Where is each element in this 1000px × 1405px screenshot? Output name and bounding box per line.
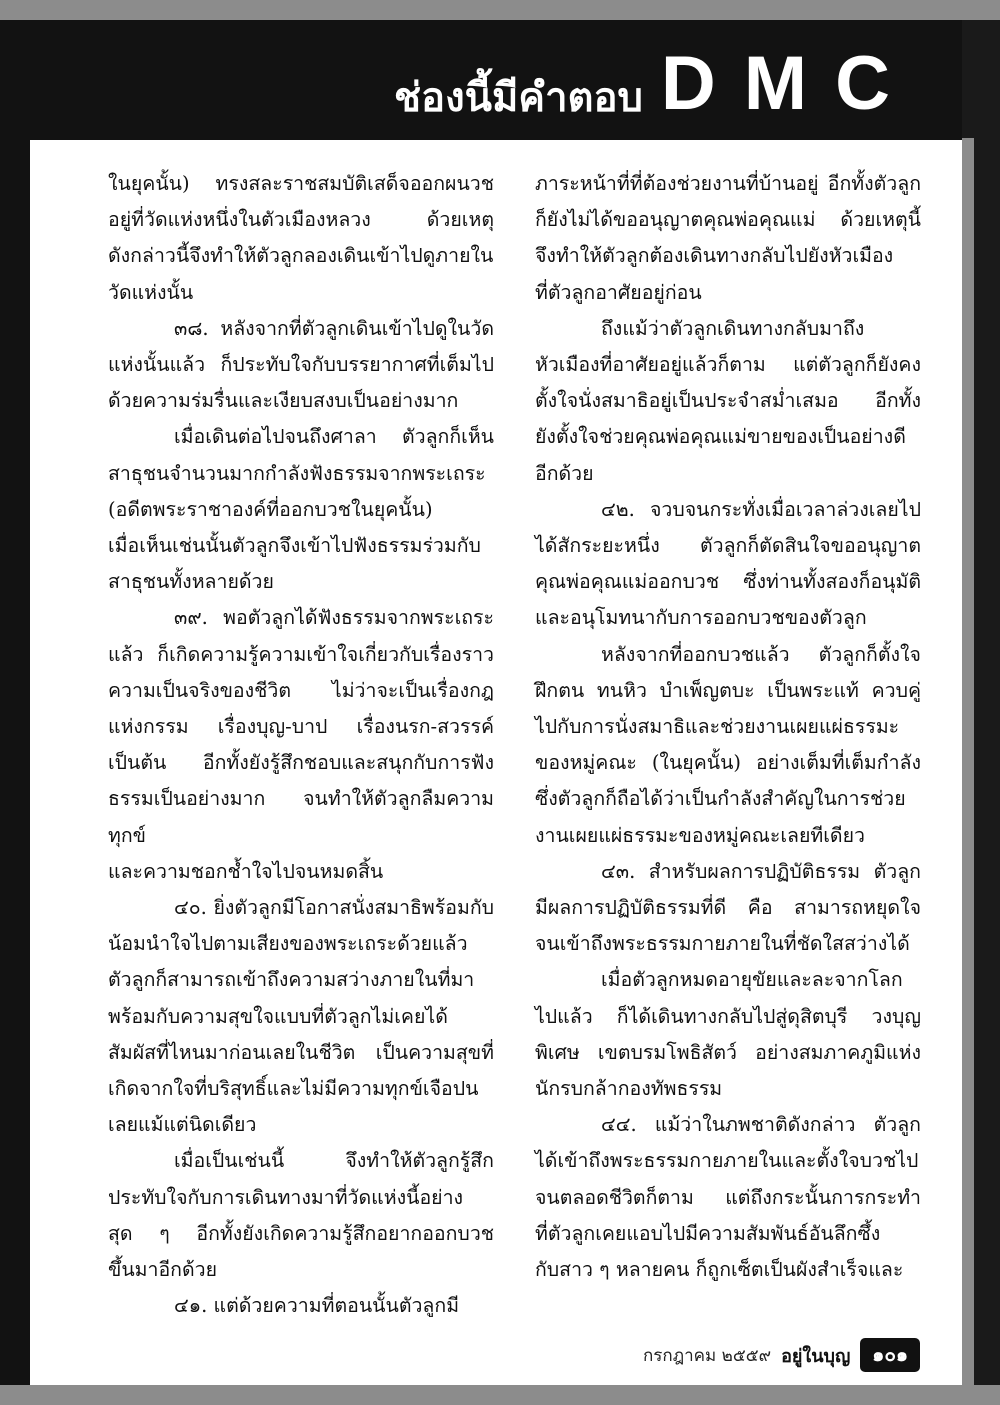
text-line: แล้ว ก็เกิดความรู้ความเข้าใจเกี่ยวกับเรื่องราว <box>108 642 494 666</box>
text-line: ธรรมเป็นอย่างมาก จนทำให้ตัวลูกลืมความทุกข์ <box>108 787 494 847</box>
text-line: ๔๒. จวบจนกระทั่งเมื่อเวลาล่วงเลยไป <box>601 497 921 521</box>
text-line: ก็ยังไม่ได้ขออนุญาตคุณพ่อคุณแม่ ด้วยเหตุนี้ <box>535 208 921 232</box>
text-line: พิเศษ เขตบรมโพธิสัตว์ อย่างสมภาคภูมิแห่ง <box>535 1040 921 1064</box>
text-line: แห่งกรรม เรื่องบุญ-บาป เรื่องนรก-สวรรค์ <box>108 715 494 739</box>
paragraph <box>108 311 494 420</box>
column-title-thai: ช่องนี้มีคำตอบ <box>393 76 643 120</box>
text-line: เมื่อเห็นเช่นนั้นตัวลูกจึงเข้าไปฟังธรรมร่วมกับ <box>108 534 481 558</box>
text-line: ได้เข้าถึงพระธรรมกายภายในและตั้งใจบวชไป <box>535 1149 919 1173</box>
text-line: เกิดจากใจที่บริสุทธิ์และไม่มีความทุกข์เจือปน <box>108 1077 479 1101</box>
paragraph <box>535 1107 921 1288</box>
text-line: ไปแล้ว ก็ได้เดินทางกลับไปสู่ดุสิตบุรี วงบุญ <box>535 1004 921 1028</box>
paragraph <box>108 600 494 890</box>
column-title-brand: DMC <box>660 41 918 126</box>
paragraph <box>108 1143 494 1288</box>
paragraph <box>108 166 494 311</box>
text-line: น้อมนำใจไปตามเสียงของพระเถระด้วยแล้ว <box>108 932 468 956</box>
text-line: เมื่อเป็นเช่นนี้ จึงทำให้ตัวลูกรู้สึก <box>174 1149 494 1173</box>
column-title <box>393 41 918 126</box>
text-line: อีกด้วย <box>535 461 594 485</box>
paragraph <box>535 492 921 637</box>
text-line: ดังกล่าวนี้จึงทำให้ตัวลูกลองเดินเข้าไปดูภายใน <box>108 244 494 268</box>
text-line: ตัวลูกก็สามารถเข้าถึงความสว่างภายในที่มา <box>108 968 475 992</box>
page-number: ๑๐๑ <box>860 1338 920 1372</box>
text-line: ขึ้นมาอีกด้วย <box>108 1258 218 1282</box>
text-line: ๔๓. สำหรับผลการปฏิบัติธรรม ตัวลูก <box>601 859 921 883</box>
text-line: สุด ๆ อีกทั้งยังเกิดความรู้สึกอยากออกบวช <box>108 1221 494 1245</box>
paragraph <box>535 311 921 492</box>
text-line: เมื่อเดินต่อไปจนถึงศาลา ตัวลูกก็เห็น <box>174 425 494 449</box>
paragraph <box>535 637 921 854</box>
text-line: จึงทำให้ตัวลูกต้องเดินทางกลับไปยังหัวเมือง <box>535 244 894 268</box>
text-line: คุณพ่อคุณแม่ออกบวช ซึ่งท่านทั้งสองก็อนุมัติ <box>535 570 921 594</box>
text-line: งานเผยแผ่ธรรมะของหมู่คณะเลยทีเดียว <box>535 823 865 847</box>
text-line: แห่งนั้นแล้ว ก็ประทับใจกับบรรยากาศที่เต็มไป <box>108 353 494 377</box>
text-line: หลังจากที่ออกบวชแล้ว ตัวลูกก็ตั้งใจ <box>601 642 921 666</box>
text-line: ความเป็นจริงของชีวิต ไม่ว่าจะเป็นเรื่องกฎ <box>108 678 494 702</box>
left-frame-bar <box>0 20 30 1385</box>
text-line: อยู่ที่วัดแห่งหนึ่งในตัวเมืองหลวง ด้วยเหตุ <box>108 208 494 232</box>
text-line: มีผลการปฏิบัติธรรมที่ดี คือ สามารถหยุดใจ <box>535 896 921 920</box>
text-line: ในยุคนั้น) ทรงสละราชสมบัติเสด็จออกผนวช <box>108 172 494 195</box>
text-line: ๔๔. แม้ว่าในภพชาติดังกล่าว ตัวลูก <box>601 1113 921 1137</box>
paragraph <box>535 854 921 963</box>
paragraph <box>108 419 494 600</box>
text-line: ด้วยความร่มรื่นและเงียบสงบเป็นอย่างมาก <box>108 389 459 413</box>
text-line: ได้สักระยะหนึ่ง ตัวลูกก็ตัดสินใจขออนุญาต <box>535 534 921 558</box>
text-line: ซึ่งตัวลูกก็ถือได้ว่าเป็นกำลังสำคัญในการช่วย <box>535 787 906 811</box>
text-line: ของหมู่คณะ (ในยุคนั้น) อย่างเต็มที่เต็มกำลัง <box>535 751 921 775</box>
text-line: (อดีตพระราชาองค์ที่ออกบวชในยุคนั้น) <box>108 497 433 521</box>
paragraph <box>108 890 494 1143</box>
top-gray-stripe <box>0 0 1000 20</box>
paragraph <box>535 166 921 311</box>
text-line: จนเข้าถึงพระธรรมกายภายในที่ชัดใสสว่างได้ <box>535 932 910 956</box>
text-line: สัมผัสที่ไหนมาก่อนเลยในชีวิต เป็นความสุขที่ <box>108 1040 494 1064</box>
text-line: ประทับใจกับการเดินทางมาที่วัดแห่งนี้อย่าง <box>108 1185 464 1209</box>
text-line: ๓๘. หลังจากที่ตัวลูกเดินเข้าไปดูในวัด <box>174 316 494 340</box>
text-line: เลยแม้แต่นิดเดียว <box>108 1113 257 1137</box>
text-line: และอนุโมทนากับการออกบวชของตัวลูก <box>535 606 867 630</box>
text-line: ฝึกตน ทนหิว บำเพ็ญตบะ เป็นพระแท้ ควบคู่ <box>535 678 921 702</box>
text-line: สาธุชนทั้งหลายด้วย <box>108 570 274 594</box>
text-line: ที่ตัวลูกอาศัยอยู่ก่อน <box>535 280 702 304</box>
page-footer <box>643 1339 920 1371</box>
text-line: นักรบกล้ากองทัพธรรม <box>535 1077 723 1101</box>
text-line: ถึงแม้ว่าตัวลูกเดินทางกลับมาถึง <box>601 316 865 340</box>
text-line: พร้อมกับความสุขใจแบบที่ตัวลูกไม่เคยได้ <box>108 1004 448 1028</box>
text-line: ภาระหน้าที่ที่ต้องช่วยงานที่บ้านอยู่ อีกทั้งตัวลูก <box>535 172 921 195</box>
text-line: หัวเมืองที่อาศัยอยู่แล้วก็ตาม แต่ตัวลูกก็ยังคง <box>535 353 921 377</box>
bottom-gray-stripe <box>0 1385 1000 1405</box>
issue-date: กรกฎาคม ๒๕๕๙ <box>643 1345 772 1366</box>
text-line: เป็นต้น อีกทั้งยังรู้สึกชอบและสนุกกับการฟัง <box>108 751 494 775</box>
text-line: ๔๐. ยิ่งตัวลูกมีโอกาสนั่งสมาธิพร้อมกับ <box>174 896 494 920</box>
right-gray-shadow <box>962 138 974 1385</box>
text-column-right <box>535 166 921 1288</box>
paragraph <box>108 1288 494 1324</box>
text-line: วัดแห่งนั้น <box>108 280 194 304</box>
text-line: สาธุชนจำนวนมากกำลังฟังธรรมจากพระเถระ <box>108 461 486 485</box>
text-line: จนตลอดชีวิตก็ตาม แต่ถึงกระนั้นการกระทำ <box>535 1185 921 1209</box>
text-line: ที่ตัวลูกเคยแอบไปมีความสัมพันธ์อันลึกซึ้ง <box>535 1221 881 1245</box>
text-line: กับสาว ๆ หลายคน ก็ถูกเซ็ตเป็นผังสำเร็จและ <box>535 1258 904 1282</box>
text-line: ยังตั้งใจช่วยคุณพ่อคุณแม่ขายของเป็นอย่างดี <box>535 425 906 449</box>
text-line: ตั้งใจนั่งสมาธิอยู่เป็นประจำสม่ำเสมอ อีกทั้ง <box>535 389 921 413</box>
text-line: เมื่อตัวลูกหมดอายุขัยและละจากโลก <box>601 968 903 992</box>
text-line: และความชอกช้ำใจไปจนหมดสิ้น <box>108 859 384 883</box>
text-line: ๓๙. พอตัวลูกได้ฟังธรรมจากพระเถระ <box>174 606 494 630</box>
paragraph <box>535 962 921 1107</box>
text-line: ๔๑. แต่ด้วยความที่ตอนนั้นตัวลูกมี <box>174 1294 460 1318</box>
text-column-left <box>108 166 494 1325</box>
magazine-name: อยู่ในบุญ <box>781 1345 851 1367</box>
text-line: ไปกับการนั่งสมาธิและช่วยงานเผยแผ่ธรรมะ <box>535 715 900 739</box>
